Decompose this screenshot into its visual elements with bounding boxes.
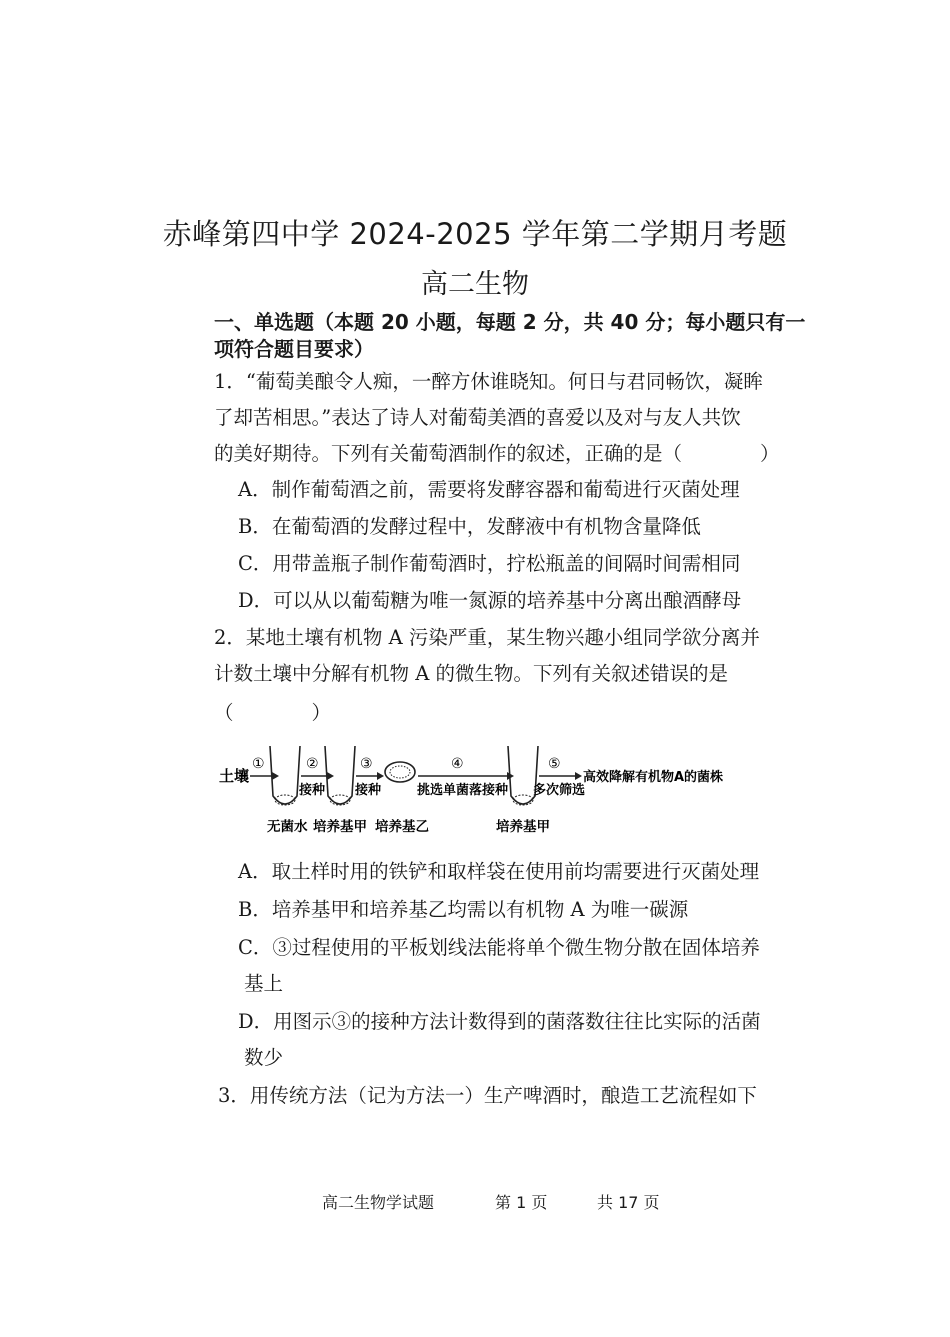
diagram-step1-marker: ① [252, 756, 265, 772]
q2-option-d: D．用图示③的接种方法计数得到的菌落数往往比实际的活菌 [238, 1010, 761, 1033]
diagram-step2-marker: ② [306, 756, 319, 772]
q2-stem-line3: （ ） [214, 701, 332, 724]
q1-option-b: B．在葡萄酒的发酵过程中，发酵液中有机物含量降低 [238, 515, 701, 538]
diagram-label-medium-b: 培养基乙 [375, 819, 429, 835]
q2-option-c: C．③过程使用的平板划线法能将单个微生物分散在固体培养 [238, 936, 760, 959]
diagram-op2-label: 接种 [299, 783, 326, 798]
section-heading-line2: 项符合题目要求） [214, 337, 374, 361]
q2-option-d-cont: 数少 [244, 1046, 284, 1069]
q1-option-d: D．可以从以葡萄糖为唯一氮源的培养基中分离出酿酒酵母 [238, 589, 742, 612]
q2-option-c-cont: 基上 [244, 972, 284, 995]
q2-option-a: A．取土样时用的铁铲和取样袋在使用前均需要进行灭菌处理 [238, 860, 760, 883]
section-heading-line1: 一、单选题（本题 20 小题，每题 2 分，共 40 分；每小题只有一 [214, 310, 806, 334]
diagram-op5-label: 多次筛选 [533, 783, 586, 798]
diagram-op4-label: 挑选单菌落接种 [417, 783, 509, 798]
diagram-arrowhead-2 [327, 772, 334, 780]
diagram-result-label: 高效降解有机物A的菌株 [583, 770, 724, 785]
diagram-op3-label: 接种 [355, 783, 382, 798]
q1-stem-line3: 的美好期待。下列有关葡萄酒制作的叙述，正确的是（ ） [214, 442, 780, 465]
q2-stem-line1: 2．某地土壤有机物 A 污染严重，某生物兴趣小组同学欲分离并 [214, 626, 760, 649]
q3-stem-line1: 3．用传统方法（记为方法一）生产啤酒时，酿造工艺流程如下 [218, 1084, 757, 1107]
diagram-step5-marker: ⑤ [548, 756, 561, 772]
diagram-step4-marker: ④ [451, 756, 464, 772]
q2-option-b: B．培养基甲和培养基乙均需以有机物 A 为唯一碳源 [238, 898, 689, 921]
q1-option-c: C．用带盖瓶子制作葡萄酒时，拧松瓶盖的间隔时间需相同 [238, 552, 741, 575]
exam-subtitle: 高二生物 [421, 269, 529, 300]
footer-page-number: 第 1 页 [495, 1193, 548, 1212]
diagram-label-medium-a2: 培养基甲 [496, 819, 550, 835]
diagram-soil-label: 土壤 [219, 767, 250, 785]
footer-subject: 高二生物学试题 [322, 1193, 435, 1212]
diagram-label-water: 无菌水 [267, 819, 308, 835]
diagram-step3-marker: ③ [360, 756, 373, 772]
diagram-arrowhead-5 [575, 772, 582, 780]
exam-title: 赤峰第四中学 2024-2025 学年第二学期月考题 [162, 217, 788, 251]
q1-option-a: A．制作葡萄酒之前，需要将发酵容器和葡萄进行灭菌处理 [238, 478, 740, 501]
footer-total-pages: 共 17 页 [597, 1193, 660, 1212]
q2-process-diagram [215, 738, 735, 838]
diagram-label-medium-a1: 培养基甲 [313, 819, 367, 835]
q1-stem-line1: 1．“葡萄美酿令人痴，一醉方休谁晓知。何日与君同畅饮，凝眸 [214, 370, 763, 393]
diagram-arrowhead-3 [377, 772, 384, 780]
q1-stem-line2: 了却苦相思。”表达了诗人对葡萄美酒的喜爱以及对与友人共饮 [214, 406, 741, 429]
q2-stem-line2: 计数土壤中分解有机物 A 的微生物。下列有关叙述错误的是 [214, 662, 728, 685]
petri-dish-colonies [390, 766, 410, 778]
diagram-arrowhead-1 [272, 772, 279, 780]
